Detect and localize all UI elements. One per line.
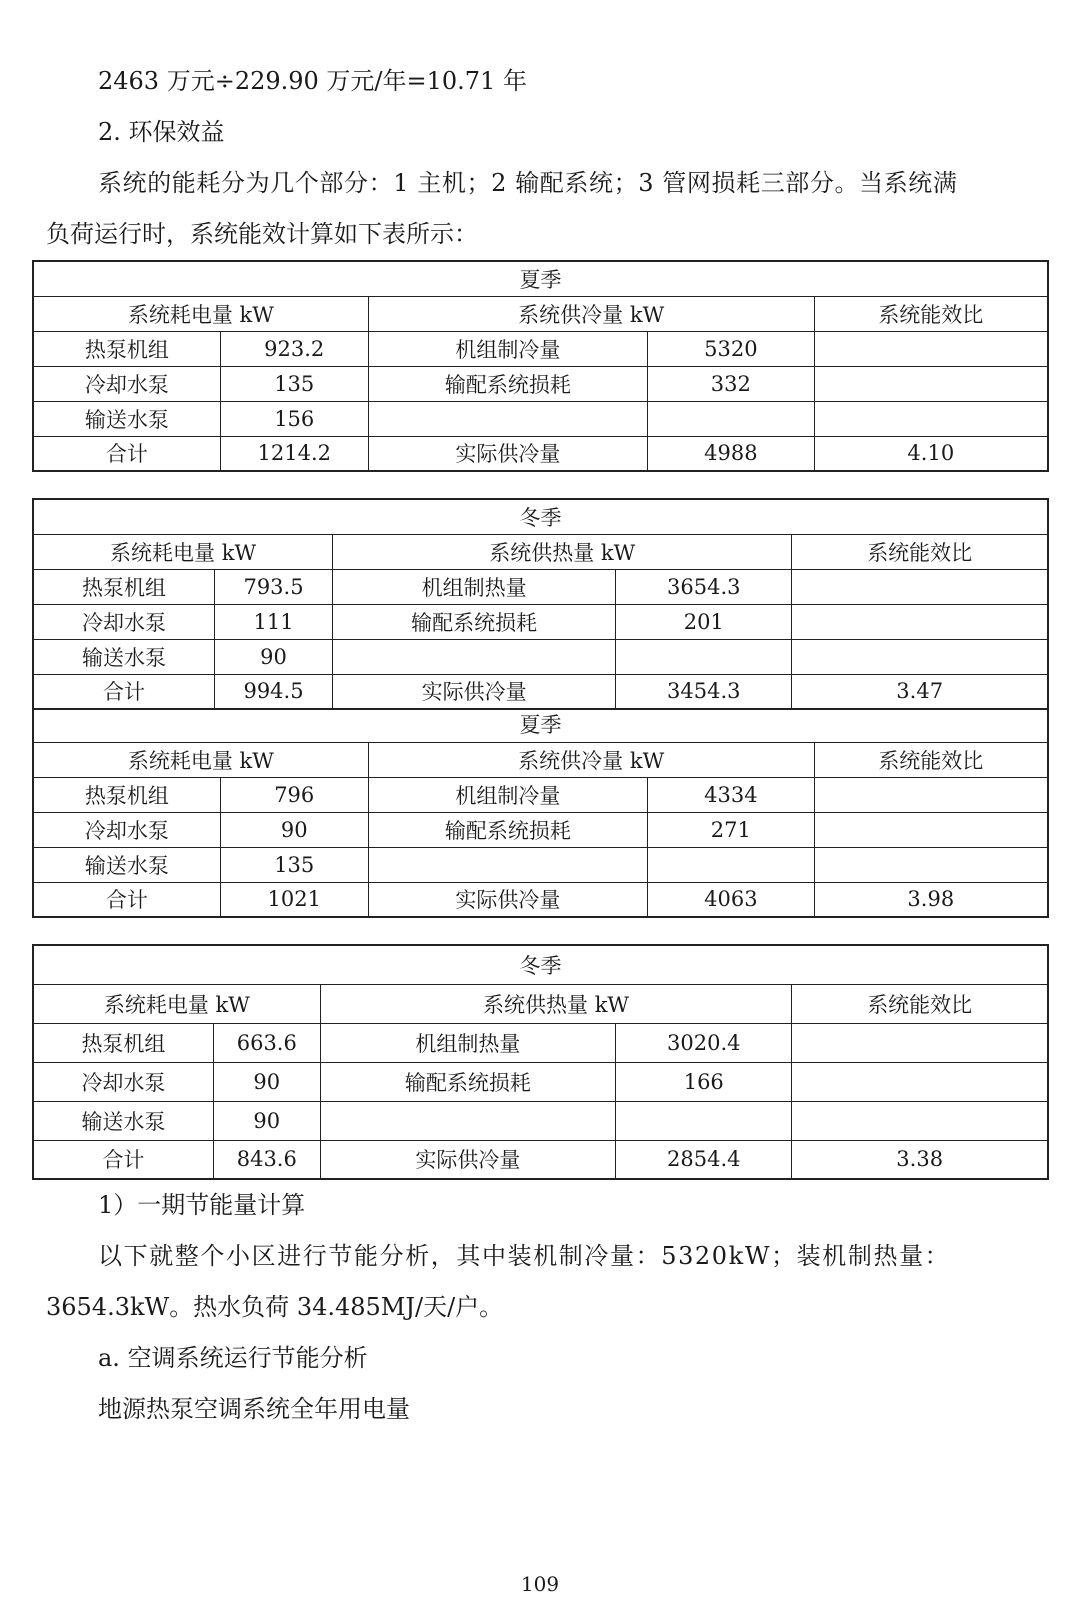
paragraph-analysis-line1: 以下就整个小区进行节能分析，其中装机制冷量：5320kW；装机制热量：	[98, 1242, 951, 1270]
cell	[616, 639, 792, 674]
cell: 2854.4	[616, 1140, 792, 1179]
cell: 796	[220, 777, 368, 812]
cell: 90	[213, 1101, 320, 1140]
header-power-consumption: 系统耗电量 kW	[33, 534, 333, 569]
cell: 5320	[648, 331, 815, 366]
cell: 实际供冷量	[368, 882, 647, 917]
cell	[814, 401, 1048, 436]
cell: 4334	[648, 777, 815, 812]
cell: 热泵机组	[33, 569, 214, 604]
cell	[792, 569, 1048, 604]
cell: 4.10	[814, 436, 1048, 471]
cell: 合计	[33, 1140, 213, 1179]
cell: 机组制热量	[333, 569, 616, 604]
cell	[814, 847, 1048, 882]
cell	[792, 1023, 1048, 1062]
cell: 3.38	[792, 1140, 1048, 1179]
table-row	[33, 812, 1048, 847]
cell: 输配系统损耗	[333, 604, 616, 639]
page-number: 109	[520, 1572, 560, 1596]
table-row	[33, 604, 1048, 639]
cell: 输配系统损耗	[368, 366, 647, 401]
cell: 90	[214, 639, 332, 674]
header-heating-supply: 系统供热量 kW	[333, 534, 792, 569]
cell: 输配系统损耗	[368, 812, 647, 847]
cell: 135	[220, 366, 368, 401]
season-header: 夏季	[33, 707, 1048, 742]
cell: 实际供冷量	[368, 436, 647, 471]
cell	[648, 401, 815, 436]
cell: 输送水泵	[33, 847, 220, 882]
calc-line: 2463 万元÷229.90 万元/年=10.71 年	[98, 67, 527, 95]
cell: 3654.3	[616, 569, 792, 604]
cell: 输送水泵	[33, 1101, 213, 1140]
header-efficiency-ratio: 系统能效比	[792, 984, 1048, 1023]
cell: 793.5	[214, 569, 332, 604]
cell: 1021	[220, 882, 368, 917]
cell: 热泵机组	[33, 1023, 213, 1062]
cell: 4063	[648, 882, 815, 917]
cell: 实际供冷量	[320, 1140, 615, 1179]
table-row	[33, 882, 1048, 917]
cell	[792, 1062, 1048, 1101]
section-heading-environmental: 2. 环保效益	[98, 118, 225, 146]
season-header: 冬季	[33, 945, 1048, 984]
table-row	[33, 1140, 1048, 1179]
table-row	[33, 639, 1048, 674]
cell: 输送水泵	[33, 401, 220, 436]
cell: 合计	[33, 882, 220, 917]
energy-table-summer-1	[32, 260, 1049, 472]
cell: 3.47	[792, 674, 1048, 709]
cell: 3.98	[814, 882, 1048, 917]
paragraph-energy-line1: 系统的能耗分为几个部分：1 主机；2 输配系统；3 管网损耗三部分。当系统满	[98, 169, 958, 197]
table-row	[33, 1101, 1048, 1140]
cell	[792, 639, 1048, 674]
cell: 冷却水泵	[33, 812, 220, 847]
cell: 1214.2	[220, 436, 368, 471]
paragraph-annual-power: 地源热泵空调系统全年用电量	[98, 1395, 410, 1423]
cell: 111	[214, 604, 332, 639]
cell: 843.6	[213, 1140, 320, 1179]
cell: 冷却水泵	[33, 1062, 213, 1101]
table-row	[33, 1062, 1048, 1101]
cell: 冷却水泵	[33, 366, 220, 401]
cell: 机组制冷量	[368, 777, 647, 812]
table-row	[33, 674, 1048, 709]
cell	[814, 366, 1048, 401]
cell	[814, 777, 1048, 812]
header-heating-supply: 系统供热量 kW	[320, 984, 792, 1023]
energy-table-summer-2	[32, 707, 1049, 918]
cell: 135	[220, 847, 368, 882]
cell	[648, 847, 815, 882]
cell: 热泵机组	[33, 777, 220, 812]
header-power-consumption: 系统耗电量 kW	[33, 742, 368, 777]
cell: 机组制热量	[320, 1023, 615, 1062]
header-cooling-supply: 系统供冷量 kW	[368, 742, 814, 777]
header-efficiency-ratio: 系统能效比	[814, 742, 1048, 777]
cell	[792, 604, 1048, 639]
table-row	[33, 777, 1048, 812]
cell	[368, 847, 647, 882]
cell	[320, 1101, 615, 1140]
cell: 201	[616, 604, 792, 639]
cell: 实际供冷量	[333, 674, 616, 709]
cell: 332	[648, 366, 815, 401]
cell	[333, 639, 616, 674]
header-efficiency-ratio: 系统能效比	[814, 296, 1048, 331]
cell: 156	[220, 401, 368, 436]
cell	[792, 1101, 1048, 1140]
cell: 冷却水泵	[33, 604, 214, 639]
cell: 输送水泵	[33, 639, 214, 674]
cell: 输配系统损耗	[320, 1062, 615, 1101]
cell: 271	[648, 812, 815, 847]
cell: 机组制冷量	[368, 331, 647, 366]
subheading-phase1-energy-saving: 1）一期节能量计算	[98, 1191, 306, 1219]
header-cooling-supply: 系统供冷量 kW	[368, 296, 814, 331]
cell: 166	[616, 1062, 792, 1101]
cell: 90	[213, 1062, 320, 1101]
cell: 热泵机组	[33, 331, 220, 366]
table-row	[33, 569, 1048, 604]
table-row	[33, 366, 1048, 401]
season-header: 冬季	[33, 499, 1048, 534]
table-row	[33, 401, 1048, 436]
header-power-consumption: 系统耗电量 kW	[33, 984, 320, 1023]
header-power-consumption: 系统耗电量 kW	[33, 296, 368, 331]
cell	[814, 812, 1048, 847]
subheading-ac-analysis: a. 空调系统运行节能分析	[98, 1344, 368, 1372]
table-row	[33, 331, 1048, 366]
cell	[616, 1101, 792, 1140]
cell: 994.5	[214, 674, 332, 709]
paragraph-analysis-line2: 3654.3kW。热水负荷 34.485MJ/天/户。	[46, 1293, 504, 1321]
cell: 合计	[33, 436, 220, 471]
cell	[814, 331, 1048, 366]
cell: 923.2	[220, 331, 368, 366]
energy-table-winter-2	[32, 944, 1049, 1180]
season-header: 夏季	[33, 261, 1048, 296]
cell: 3454.3	[616, 674, 792, 709]
table-row	[33, 1023, 1048, 1062]
cell	[368, 401, 647, 436]
energy-table-winter-1	[32, 498, 1049, 710]
table-row	[33, 847, 1048, 882]
cell: 3020.4	[616, 1023, 792, 1062]
cell: 4988	[648, 436, 815, 471]
table-row	[33, 436, 1048, 471]
cell: 合计	[33, 674, 214, 709]
paragraph-energy-line2: 负荷运行时，系统能效计算如下表所示：	[46, 220, 478, 248]
header-efficiency-ratio: 系统能效比	[792, 534, 1048, 569]
cell: 663.6	[213, 1023, 320, 1062]
cell: 90	[220, 812, 368, 847]
